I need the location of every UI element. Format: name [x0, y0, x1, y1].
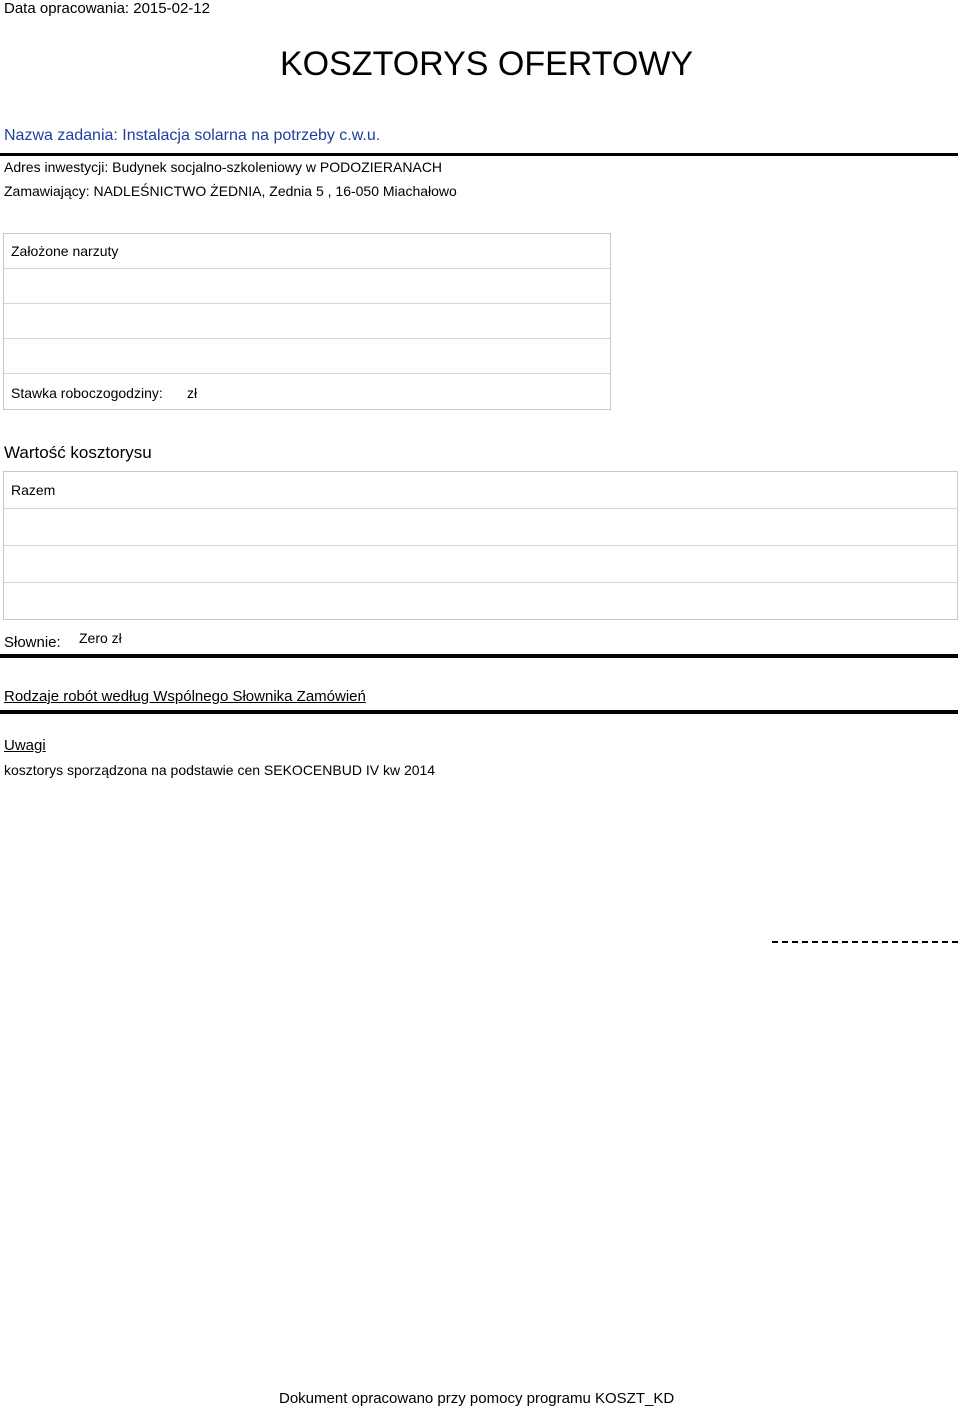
preparation-date: Data opracowania: 2015-02-12 — [4, 0, 210, 17]
hourly-rate-row — [4, 374, 610, 409]
surcharges-header: Założone narzuty — [11, 243, 119, 259]
surcharge-row — [4, 269, 610, 304]
totals-table — [3, 471, 958, 620]
work-types-heading: Rodzaje robót według Wspólnego Słownika Zamówień — [4, 688, 366, 705]
hourly-rate-label: Stawka roboczogodziny: — [11, 385, 163, 401]
total-label: Razem — [11, 482, 56, 498]
in-words-label: Słownie: — [4, 634, 61, 651]
client-info: Zamawiający: NADLEŚNICTWO ŻEDNIA, Zednia 5 , 16-050 Miachałowo — [4, 183, 457, 199]
surcharges-header-row — [4, 234, 610, 269]
totals-row — [4, 546, 957, 583]
signature-line — [772, 941, 958, 943]
surcharges-table — [3, 233, 611, 410]
section-divider — [0, 654, 958, 658]
surcharge-row — [4, 339, 610, 374]
notes-heading: Uwagi — [4, 737, 46, 754]
hourly-rate-unit: zł — [187, 385, 198, 401]
cost-value-title: Wartość kosztorysu — [4, 443, 152, 462]
totals-row — [4, 583, 957, 620]
task-name: Nazwa zadania: Instalacja solarna na potrzeby c.w.u. — [4, 127, 381, 144]
surcharge-row — [4, 304, 610, 339]
page-title: KOSZTORYS OFERTOWY — [280, 45, 694, 83]
totals-row — [4, 509, 957, 546]
footer-text: Dokument opracowano przy pomocy programu KOSZT_KD — [279, 1390, 675, 1407]
total-row — [4, 472, 957, 509]
section-divider — [0, 710, 958, 714]
in-words-value: Zero zł — [79, 630, 122, 646]
investment-address: Adres inwestycji: Budynek socjalno-szkoleniowy w PODOZIERANACH — [4, 159, 443, 175]
notes-text: kosztorys sporządzona na podstawie cen SEKOCENBUD IV kw 2014 — [4, 762, 436, 778]
section-divider — [0, 153, 958, 156]
